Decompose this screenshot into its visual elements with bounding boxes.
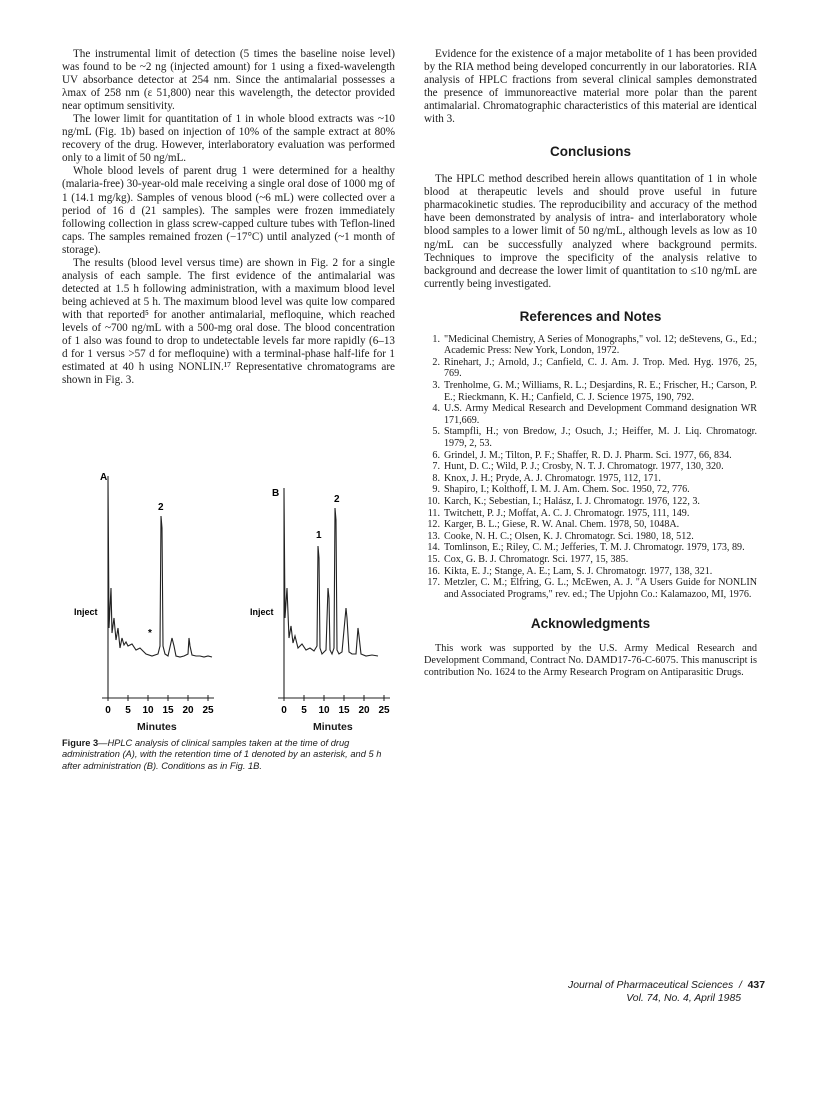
reference-number: 2. xyxy=(432,356,440,368)
reference-item xyxy=(424,473,757,485)
panel-a-tick-10: 10 xyxy=(142,705,154,716)
panel-a-peak-2-label: 2 xyxy=(158,502,164,513)
panel-b-tick-10: 10 xyxy=(318,705,330,716)
reference-text: Hunt, D. C.; Wild, P. J.; Crosby, N. T. J. Chromatogr. 1977, 130, 320. xyxy=(444,461,724,473)
reference-text: Karch, K.; Sebestian, I.; Halász, I. J. Chromatogr. 1976, 122, 3. xyxy=(444,496,700,508)
panel-b-tick-25: 25 xyxy=(378,705,390,716)
paragraph-results: The results (blood level versus time) are shown in Fig. 2 for a single analysis of each sample. The first evidence of the antimalarial was detected at 1.5 h following administration, with a maximum blood level being achieved at 5 h. The maximum blood level was quite low compared with that reported⁵ for another antimalarial, mefloquine, which reached levels of ~700 ng/mL with a 500-mg oral dose. The blood concentration of 1 also was found to drop to undetectable levels far more rapidly (6–13 d for 1 versus >57 d for mefloquine) with a terminal-phase half-life for 1 estimated at 40 h using NONLIN.¹⁷ Representative chromatograms are shown in Fig. 3. xyxy=(62,256,395,387)
reference-item xyxy=(424,519,757,531)
reference-text: Shapiro, I.; Kolthoff, I. M. J. Am. Chem. Soc. 1950, 72, 776. xyxy=(444,484,690,496)
reference-number: 5. xyxy=(432,426,440,438)
reference-number: 7. xyxy=(432,461,440,473)
reference-item xyxy=(424,484,757,496)
reference-number: 3. xyxy=(432,380,440,392)
panel-a-tick-20: 20 xyxy=(182,705,194,716)
references-list xyxy=(424,334,757,601)
reference-item xyxy=(424,577,757,600)
reference-item xyxy=(424,554,757,566)
figure-3-caption xyxy=(62,738,395,772)
reference-number: 16. xyxy=(427,565,440,577)
right-column xyxy=(424,48,757,679)
panel-b-trace xyxy=(284,488,378,698)
reference-text: Tomlinson, E.; Riley, C. M.; Jefferies, T. M. J. Chromatogr. 1979, 173, 89. xyxy=(444,542,745,554)
panel-b-peak-2-label: 2 xyxy=(334,494,340,505)
panel-b-tick-0: 0 xyxy=(281,705,287,716)
reference-text: Stampfli, H.; von Bredow, J.; Osuch, J.; Heiffer, M. J. Liq. Chromatogr. 1979, 2, 53. xyxy=(444,426,757,450)
reference-number: 6. xyxy=(432,449,440,461)
conclusions-heading: Conclusions xyxy=(549,144,631,160)
reference-number: 10. xyxy=(427,496,440,508)
reference-item xyxy=(424,357,757,380)
reference-number: 17. xyxy=(427,577,440,589)
references-heading: References and Notes xyxy=(519,308,662,324)
reference-text: Kikta, E. J.; Stange, A. E.; Lam, S. J. Chromatogr. 1977, 138, 321. xyxy=(444,565,713,577)
reference-item xyxy=(424,531,757,543)
panel-b-axis-title: Minutes xyxy=(313,721,353,733)
footer-separator: / xyxy=(738,980,742,991)
reference-number: 9. xyxy=(432,484,440,496)
reference-text: Karger, B. L.; Giese, R. W. Anal. Chem. 1978, 50, 1048A. xyxy=(444,519,680,531)
reference-number: 4. xyxy=(432,403,440,415)
panel-a-inject-label: Inject xyxy=(74,607,98,617)
paragraph-quantitation-limit: The lower limit for quantitation of 1 in whole blood extracts was ~10 ng/mL (Fig. 1b) based on injection of 10% of the sample extract at 80% recovery of the drug. However, interlaboratory evaluation was performed only to a limit of 50 ng/mL. xyxy=(62,113,395,165)
reference-text: Metzler, C. M.; Elfring, G. L.; McEwen, A. J. "A Users Guide for NONLIN and Associated Programs," rev. ed.; The Upjohn Co.: Kalamazoo, MI, 1976. xyxy=(444,577,757,600)
caption-text: —HPLC analysis of clinical samples taken at the time of drug administration (A), with the retention time of 1 denoted by an asterisk, and 5 h after administration (B). Conditions as in Fig. 1B. xyxy=(62,738,382,771)
caption-label: Figure 3 xyxy=(62,738,99,748)
paragraph-conclusions: The HPLC method described herein allows quantitation of 1 in whole blood at therapeutic levels and should prove useful in future pharmacokinetic studies. The reproducibility and accuracy of the method have been demonstrated by analysis of intra- and interlaboratory whole blood samples to a lower limit of 50 ng/mL, although levels as low as 10 ng/mL can be successfully analyzed where background permits. Techniques to improve the specificity of the analysis relative to background and decrease the lower limit of quantitation to ≤10 ng/mL are currently being investigated. xyxy=(424,173,757,290)
reference-number: 11. xyxy=(427,507,440,519)
reference-item xyxy=(424,496,757,508)
journal-name: Journal of Pharmaceutical Sciences xyxy=(568,980,734,991)
panel-b-label: B xyxy=(272,488,280,499)
chromatogram-figure xyxy=(62,468,395,718)
figure-3 xyxy=(62,468,395,718)
acknowledgments-heading: Acknowledgments xyxy=(530,616,651,632)
reference-number: 8. xyxy=(432,472,440,484)
reference-text: "Medicinal Chemistry, A Series of Monographs," vol. 12; deStevens, G., Ed.; Academic Press: New York, London, 1972. xyxy=(444,333,757,357)
reference-item xyxy=(424,542,757,554)
panel-a-tick-25: 25 xyxy=(202,705,214,716)
reference-item xyxy=(424,426,757,449)
reference-text: Twitchett, P. J.; Moffat, A. C. J. Chromatogr. 1975, 111, 149. xyxy=(444,507,690,519)
panel-a-label: A xyxy=(100,472,108,483)
panel-b-peak-1-label: 1 xyxy=(316,530,322,541)
panel-b-tick-20: 20 xyxy=(358,705,370,716)
reference-number: 14. xyxy=(427,542,440,554)
reference-text: Grindel, J. M.; Tilton, P. F.; Shaffer, R. D. J. Pharm. Sci. 1977, 66, 834. xyxy=(444,449,732,461)
reference-item xyxy=(424,566,757,578)
reference-text: Rinehart, J.; Arnold, J.; Canfield, C. J. Am. J. Trop. Med. Hyg. 1976, 25, 769. xyxy=(444,356,757,380)
reference-item xyxy=(424,403,757,426)
panel-a-asterisk: * xyxy=(148,628,152,639)
paragraph-detection-limit: The instrumental limit of detection (5 times the baseline noise level) was found to be ~2 ng (injected amount) for 1 using a fixed-wavelength UV absorbance detector at 254 nm. Since the antimalarial possesses a λmax of 258 nm (ε 51,800) near this wavelength, the detector provided near optimum sensitivity. xyxy=(62,48,395,113)
reference-item xyxy=(424,461,757,473)
reference-text: Cox, G. B. J. Chromatogr. Sci. 1977, 15, 385. xyxy=(444,553,629,565)
reference-number: 15. xyxy=(427,553,440,565)
panel-b xyxy=(250,488,390,716)
panel-a-tick-5: 5 xyxy=(125,705,131,716)
reference-item xyxy=(424,380,757,403)
reference-number: 12. xyxy=(427,519,440,531)
paragraph-blood-levels: Whole blood levels of parent drug 1 were determined for a healthy (malaria-free) 30-year-old male receiving a single oral dose of 1000 mg of 1 (14.1 mg/kg). Samples of venous blood (~6 mL) were collected over a period of 16 d (21 samples). The samples were frozen immediately following collection in glass screw-capped culture tubes with Teflon-lined caps. The samples remained frozen (−17°C) until analyzed (~1 month of storage). xyxy=(62,165,395,256)
panel-b-inject-label: Inject xyxy=(250,607,274,617)
volume-info: Vol. 74, No. 4, April 1985 xyxy=(626,992,741,1004)
panel-b-tick-5: 5 xyxy=(301,705,307,716)
reference-text: Knox, J. H.; Pryde, A. J. Chromatogr. 1975, 112, 171. xyxy=(444,472,661,484)
reference-text: Cooke, N. H. C.; Olsen, K. J. Chromatogr. Sci. 1980, 18, 512. xyxy=(444,530,694,542)
panel-a-tick-15: 15 xyxy=(162,705,174,716)
paragraph-acknowledgments: This work was supported by the U.S. Army Medical Research and Development Command, Contract No. DAMD17-76-C-6075. This manuscript is contribution No. 1624 to the Army Research Program on Antiparasitic Drugs. xyxy=(424,643,757,678)
reference-item xyxy=(424,508,757,520)
reference-text: Trenholme, G. M.; Williams, R. L.; Desjardins, R. E.; Frischer, H.; Carson, P. E.; Rieckmann, K. H.; Canfield, C. J. Science 1975, 190, 792. xyxy=(444,380,757,403)
reference-item xyxy=(424,450,757,462)
panel-b-tick-15: 15 xyxy=(338,705,350,716)
reference-number: 13. xyxy=(427,530,440,542)
panel-a-tick-0: 0 xyxy=(105,705,111,716)
reference-number: 1. xyxy=(432,333,440,345)
reference-item xyxy=(424,334,757,357)
reference-text: U.S. Army Medical Research and Development Command designation WR 171,669. xyxy=(444,403,757,426)
page-number: 437 xyxy=(747,980,765,991)
left-column xyxy=(62,48,395,387)
panel-a xyxy=(74,472,214,716)
paragraph-metabolite: Evidence for the existence of a major metabolite of 1 has been provided by the RIA method being developed concurrently in our laboratories. RIA analysis of HPLC fractions from several clinical samples demonstrated the presence of immunoreactive material more polar than the parent antimalarial. Chromatographic characteristics of this material are identical with 3. xyxy=(424,48,757,126)
page-footer xyxy=(568,980,765,1005)
panel-a-axis-title: Minutes xyxy=(137,721,177,733)
